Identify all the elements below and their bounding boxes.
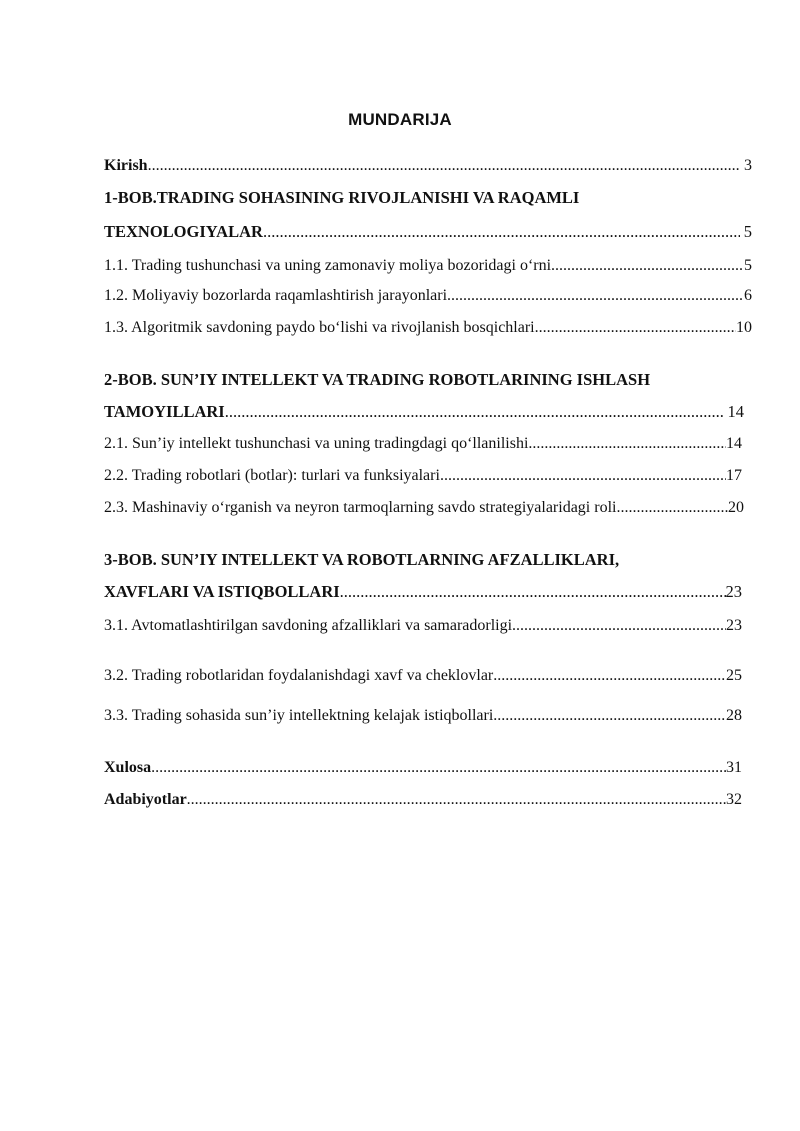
toc-chapter-label: 3-BOB. SUN’IY INTELLEKT VA ROBOTLARNING AFZALLIKLARI, [104, 550, 620, 569]
toc-leader-dots [151, 758, 726, 778]
toc-entry-page: 23 [726, 617, 742, 634]
toc-section-3-2[interactable] [104, 666, 742, 686]
toc-section-2-3[interactable] [104, 498, 744, 518]
toc-entry-page: 14 [726, 435, 742, 452]
toc-chapter-2-heading[interactable] [104, 370, 732, 390]
toc-leader-dots [512, 616, 726, 636]
toc-leader-dots [493, 666, 726, 686]
toc-leader-dots [148, 156, 740, 176]
toc-chapter-label-cont: TAMOYILLARI [104, 402, 225, 421]
toc-section-2-2[interactable] [104, 466, 742, 486]
toc-entry-xulosa[interactable] [104, 758, 742, 778]
toc-section-2-1[interactable] [104, 434, 742, 454]
toc-chapter-1[interactable] [104, 222, 752, 242]
toc-section-1-2[interactable] [104, 286, 752, 306]
toc-chapter-label: 1-BOB.TRADING SOHASINING RIVOJLANISHI VA RAQAMLI [104, 188, 580, 207]
toc-chapter-3[interactable] [104, 582, 742, 602]
toc-entry-label: 1.2. Moliyaviy bozorlarda raqamlashtirish jarayonlari [104, 287, 448, 304]
toc-entry-page: 25 [726, 667, 742, 684]
toc-entry-label: 2.1. Sun’iy intellekt tushunchasi va uning tradingdagi qo‘llanilishi [104, 435, 529, 452]
toc-entry-label: 3.1. Avtomatlashtirilgan savdoning afzalliklari va samaradorligi [104, 617, 513, 634]
toc-entry-page: 32 [726, 791, 742, 808]
toc-entry-page: 10 [736, 319, 752, 336]
toc-entry-page: 14 [727, 402, 744, 421]
toc-entry-page: 5 [743, 222, 752, 241]
toc-entry-page: 3 [744, 157, 752, 174]
toc-leader-dots [225, 402, 724, 422]
toc-chapter-2[interactable] [104, 402, 744, 422]
toc-section-3-3[interactable] [104, 706, 742, 726]
toc-entry-page: 28 [726, 707, 742, 724]
toc-entry-label: 1.3. Algoritmik savdoning paydo bo‘lishi va rivojlanish bosqichlari [104, 319, 535, 336]
toc-entry-page: 31 [726, 759, 742, 776]
toc-entry-label: 2.3. Mashinaviy o‘rganish va neyron tarmoqlarning savdo strategiyalaridagi roli [104, 499, 617, 516]
toc-entry-label: 3.3. Trading sohasida sun’iy intellektning kelajak istiqbollari [104, 707, 494, 724]
toc-entry-adabiyotlar[interactable] [104, 790, 742, 810]
toc-chapter-3-heading[interactable] [104, 550, 744, 570]
toc-leader-dots [440, 466, 726, 486]
toc-entry-label: Adabiyotlar [104, 791, 187, 808]
toc-entry-kirish[interactable] [104, 156, 752, 176]
toc-leader-dots [616, 498, 728, 518]
toc-entry-page: 5 [744, 257, 752, 274]
toc-chapter-label: 2-BOB. SUN’IY INTELLEKT VA TRADING ROBOTLARINING ISHLASH [104, 370, 651, 389]
toc-section-1-1[interactable] [104, 256, 752, 276]
toc-entry-label: 2.2. Trading robotlari (botlar): turlari va funksiyalari [104, 467, 440, 484]
toc-leader-dots [535, 318, 736, 338]
toc-chapter-label-cont: XAVFLARI VA ISTIQBOLLARI [104, 582, 340, 601]
toc-leader-dots [551, 256, 744, 276]
toc-leader-dots [340, 582, 726, 602]
toc-entry-label: Xulosa [104, 759, 152, 776]
toc-entry-page: 20 [728, 499, 744, 516]
toc-section-1-3[interactable] [104, 318, 752, 338]
page-title: MUNDARIJA [348, 110, 452, 129]
toc-leader-dots [493, 706, 726, 726]
toc-leader-dots [447, 286, 744, 306]
toc-leader-dots [528, 434, 726, 454]
toc-entry-page: 23 [725, 582, 742, 601]
toc-leader-dots [263, 222, 740, 242]
toc-entry-page: 6 [744, 287, 752, 304]
toc-entry-label: 1.1. Trading tushunchasi va uning zamonaviy moliya bozoridagi o‘rni [104, 257, 552, 274]
toc-chapter-1-heading[interactable] [104, 188, 752, 208]
toc-leader-dots [187, 790, 726, 810]
toc-entry-label: Kirish [104, 157, 148, 174]
toc-entry-label: 3.2. Trading robotlaridan foydalanishdagi xavf va cheklovlar [104, 667, 494, 684]
toc-entry-page: 17 [726, 467, 742, 484]
toc-chapter-label-cont: TEXNOLOGIYALAR [104, 222, 263, 241]
toc-section-3-1[interactable] [104, 616, 742, 636]
